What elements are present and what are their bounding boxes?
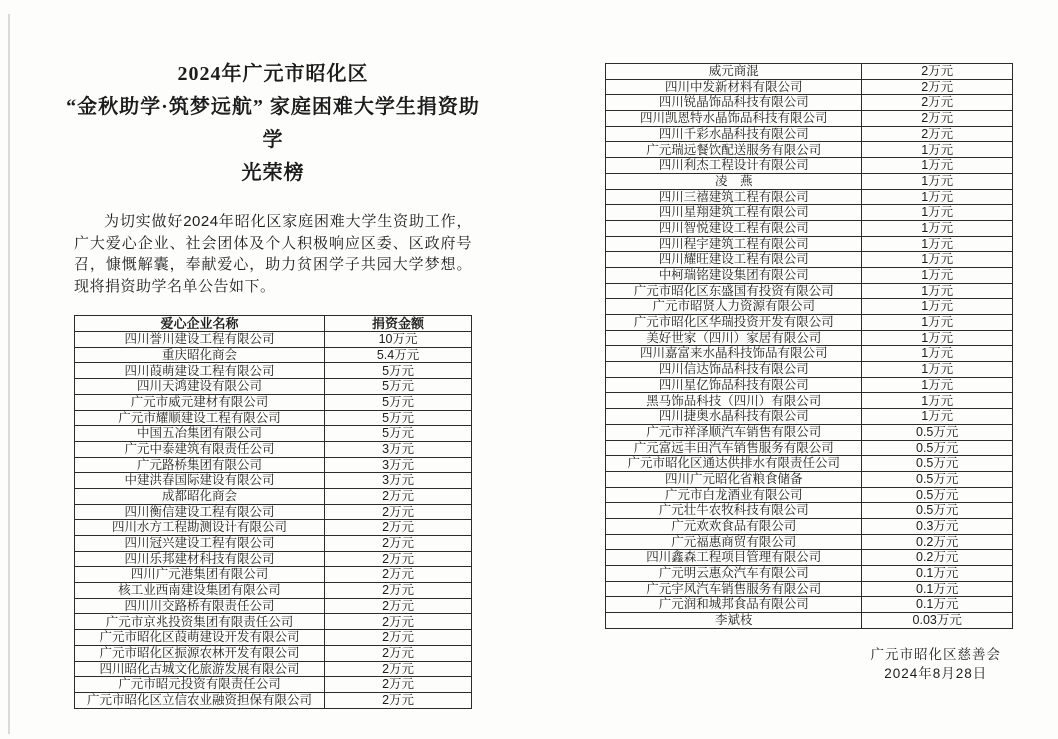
company-name-cell: 广元市白龙酒业有限公司 (606, 487, 862, 503)
amount-cell: 0.03万元 (862, 613, 1013, 629)
company-name-cell: 广元市昭化区葭萌建设开发有限公司 (75, 630, 325, 646)
company-name-cell: 广元润和城邦食品有限公司 (606, 597, 862, 613)
company-name-cell: 广元富远丰田汽车销售服务有限公司 (606, 440, 862, 456)
company-name-cell: 广元宇风汽车销售服务有限公司 (606, 581, 862, 597)
scan-edge-artifact (8, 14, 10, 734)
table-header-row (75, 316, 472, 332)
amount-cell: 1万元 (862, 377, 1013, 393)
table-row (606, 189, 1013, 205)
table-row (75, 441, 472, 457)
table-row (606, 252, 1013, 268)
company-name-cell: 四川鑫森工程项目管理有限公司 (606, 550, 862, 566)
table-row (606, 267, 1013, 283)
donation-table-left (74, 315, 472, 708)
table-row (75, 410, 472, 426)
amount-cell: 0.5万元 (862, 503, 1013, 519)
signature-date: 2024年8月28日 (884, 665, 988, 681)
company-name-cell: 四川星翔建筑工程有限公司 (606, 205, 862, 221)
company-name-cell: 中国五冶集团有限公司 (75, 426, 325, 442)
amount-cell: 2万元 (325, 661, 472, 677)
table-row (75, 394, 472, 410)
table-row (606, 283, 1013, 299)
table-row (75, 645, 472, 661)
table-row (75, 488, 472, 504)
intro-paragraph: 为切实做好2024年昭化区家庭困难大学生资助工作，广大爱心企业、社会团体及个人积极响应区委、区政府号召，慷慨解囊，奉献爱心，助力贫困学子共园大学梦想。现将捐资助学名单公告如下。 (74, 213, 472, 295)
amount-cell: 2万元 (325, 488, 472, 504)
company-name-cell: 四川利杰工程设计有限公司 (606, 158, 862, 174)
table-row (606, 299, 1013, 315)
company-name-cell: 广元中泰建筑有限责任公司 (75, 441, 325, 457)
company-name-cell: 四川广元港集团有限公司 (75, 567, 325, 583)
amount-cell: 2万元 (325, 504, 472, 520)
amount-cell: 1万元 (862, 346, 1013, 362)
amount-cell: 0.2万元 (862, 534, 1013, 550)
table-row (606, 173, 1013, 189)
table-row (606, 518, 1013, 534)
company-name-cell: 四川誉川建设工程有限公司 (75, 332, 325, 348)
company-name-cell: 四川天鸿建设有限公司 (75, 379, 325, 395)
company-name-cell: 四川水方工程勘测设计有限公司 (75, 520, 325, 536)
company-name-cell: 四川捷奥水晶科技有限公司 (606, 409, 862, 425)
company-name-cell: 四川智悦建设工程有限公司 (606, 220, 862, 236)
company-name-cell: 四川衡信建设工程有限公司 (75, 504, 325, 520)
amount-cell: 2万元 (325, 536, 472, 552)
table-row (75, 692, 472, 708)
amount-cell: 2万元 (862, 79, 1013, 95)
company-name-cell: 广元市京兆投资集团有限责任公司 (75, 614, 325, 630)
table-row (606, 503, 1013, 519)
table-row (75, 426, 472, 442)
table-row (75, 630, 472, 646)
company-name-cell: 四川葭萌建设工程有限公司 (75, 363, 325, 379)
company-name-cell: 四川星亿饰品科技有限公司 (606, 377, 862, 393)
table-row (606, 95, 1013, 111)
table-row (606, 440, 1013, 456)
company-name-cell: 广元路桥集团有限公司 (75, 457, 325, 473)
company-name-cell: 四川三禧建筑工程有限公司 (606, 189, 862, 205)
amount-cell: 1万元 (862, 158, 1013, 174)
company-name-cell: 四川信达饰品科技有限公司 (606, 362, 862, 378)
table-row (606, 362, 1013, 378)
company-name-cell: 广元市昭元投资有限责任公司 (75, 677, 325, 693)
title-line-3: 光荣榜 (241, 162, 305, 184)
table-row (606, 64, 1013, 80)
company-name-cell: 四川锐晶饰品科技有限公司 (606, 95, 862, 111)
amount-cell: 0.5万元 (862, 424, 1013, 440)
amount-cell: 3万元 (325, 473, 472, 489)
company-name-cell: 核工业西南建设集团有限公司 (75, 583, 325, 599)
table-row (75, 332, 472, 348)
table-row (606, 142, 1013, 158)
company-name-cell: 广元福惠商贸有限公司 (606, 534, 862, 550)
table-row (75, 661, 472, 677)
amount-cell: 2万元 (862, 64, 1013, 80)
table-row (75, 614, 472, 630)
amount-cell: 2万元 (325, 598, 472, 614)
amount-cell: 2万元 (325, 645, 472, 661)
company-name-cell: 李斌枝 (606, 613, 862, 629)
company-name-cell: 广元市昭化区通达供排水有限责任公司 (606, 456, 862, 472)
table-row (75, 536, 472, 552)
company-name-cell: 广元市祥泽顺汽车销售有限公司 (606, 424, 862, 440)
table-row (606, 581, 1013, 597)
amount-cell: 1万元 (862, 189, 1013, 205)
amount-cell: 1万元 (862, 173, 1013, 189)
amount-cell: 2万元 (325, 583, 472, 599)
amount-cell: 1万元 (862, 142, 1013, 158)
amount-cell: 2万元 (325, 614, 472, 630)
company-name-cell: 四川川交路桥有限责任公司 (75, 598, 325, 614)
company-name-cell: 广元壮牛农牧科技有限公司 (606, 503, 862, 519)
company-name-cell: 广元市昭化区振源农林开发有限公司 (75, 645, 325, 661)
amount-cell: 2万元 (325, 692, 472, 708)
left-column (66, 58, 480, 709)
company-name-cell: 四川嘉富来水晶科技饰品有限公司 (606, 346, 862, 362)
amount-cell: 5万元 (325, 426, 472, 442)
company-name-cell: 四川程宇建筑工程有限公司 (606, 236, 862, 252)
table-row (606, 487, 1013, 503)
donation-table-right (605, 63, 1013, 629)
amount-cell: 2万元 (325, 677, 472, 693)
company-name-cell: 广元瑞远餐饮配送服务有限公司 (606, 142, 862, 158)
amount-cell: 0.1万元 (862, 597, 1013, 613)
table-row (606, 424, 1013, 440)
amount-cell: 0.5万元 (862, 487, 1013, 503)
company-name-cell: 四川广元昭化省粮食储备 (606, 471, 862, 487)
table-row (606, 566, 1013, 582)
table-row (75, 457, 472, 473)
table-row (606, 393, 1013, 409)
table-row (606, 205, 1013, 221)
amount-cell: 1万元 (862, 299, 1013, 315)
table-row (75, 598, 472, 614)
company-name-cell: 美好世家（四川）家居有限公司 (606, 330, 862, 346)
amount-cell: 5.4万元 (325, 347, 472, 363)
company-name-cell: 广元市昭贤人力资源有限公司 (606, 299, 862, 315)
table-row (75, 583, 472, 599)
table-row (75, 567, 472, 583)
amount-cell: 1万元 (862, 315, 1013, 331)
table-row (606, 550, 1013, 566)
company-name-cell: 四川昭化古城文化旅游发展有限公司 (75, 661, 325, 677)
company-name-cell: 四川耀旺建设工程有限公司 (606, 252, 862, 268)
table-row (606, 330, 1013, 346)
amount-cell: 2万元 (325, 520, 472, 536)
amount-cell: 0.5万元 (862, 471, 1013, 487)
amount-cell: 0.1万元 (862, 581, 1013, 597)
amount-cell: 0.5万元 (862, 440, 1013, 456)
table-row (606, 471, 1013, 487)
amount-cell: 2万元 (862, 111, 1013, 127)
amount-cell: 1万元 (862, 252, 1013, 268)
amount-cell: 2万元 (325, 630, 472, 646)
amount-cell: 1万元 (862, 409, 1013, 425)
company-name-cell: 中柯瑞铭建设集团有限公司 (606, 267, 862, 283)
amount-cell: 1万元 (862, 220, 1013, 236)
company-name-cell: 广元市昭化区华瑞投资开发有限公司 (606, 315, 862, 331)
amount-cell: 10万元 (325, 332, 472, 348)
company-name-cell: 四川乐邦建材科技有限公司 (75, 551, 325, 567)
table-row (75, 677, 472, 693)
amount-cell: 1万元 (862, 283, 1013, 299)
company-name-cell: 四川中发新材料有限公司 (606, 79, 862, 95)
company-name-cell: 黑马饰品科技（四川）有限公司 (606, 393, 862, 409)
company-name-cell: 广元市昭化区立信农业融资担保有限公司 (75, 692, 325, 708)
amount-cell: 3万元 (325, 441, 472, 457)
table-row (606, 534, 1013, 550)
amount-cell: 5万元 (325, 379, 472, 395)
amount-cell: 1万元 (862, 330, 1013, 346)
amount-cell: 5万元 (325, 363, 472, 379)
amount-cell: 1万元 (862, 362, 1013, 378)
table-row (75, 473, 472, 489)
table-row (75, 551, 472, 567)
table-row (75, 504, 472, 520)
amount-cell: 1万元 (862, 205, 1013, 221)
signature-block (605, 645, 1013, 683)
table-row (606, 111, 1013, 127)
table-row (606, 315, 1013, 331)
amount-cell: 0.3万元 (862, 518, 1013, 534)
amount-cell: 2万元 (325, 567, 472, 583)
amount-cell: 0.2万元 (862, 550, 1013, 566)
amount-header: 捐资金额 (325, 316, 472, 332)
company-name-cell: 四川千彩水晶科技有限公司 (606, 126, 862, 142)
table-row (606, 613, 1013, 629)
table-row (606, 409, 1013, 425)
amount-cell: 1万元 (862, 393, 1013, 409)
table-row (606, 456, 1013, 472)
amount-cell: 1万元 (862, 236, 1013, 252)
right-column (605, 63, 1013, 683)
company-name-cell: 广元市耀顺建设工程有限公司 (75, 410, 325, 426)
company-name-header: 爱心企业名称 (75, 316, 325, 332)
amount-cell: 0.1万元 (862, 566, 1013, 582)
company-name-cell: 四川冠兴建设工程有限公司 (75, 536, 325, 552)
title-line-1: 2024年广元市昭化区 (177, 63, 369, 85)
amount-cell: 0.5万元 (862, 456, 1013, 472)
signature-org: 广元市昭化区慈善会 (870, 646, 1001, 662)
company-name-cell: 重庆昭化商会 (75, 347, 325, 363)
company-name-cell: 凌 燕 (606, 173, 862, 189)
table-row (606, 597, 1013, 613)
company-name-cell: 广元市威元建材有限公司 (75, 394, 325, 410)
document-title (60, 58, 486, 190)
company-name-cell: 成都昭化商会 (75, 488, 325, 504)
table-row (75, 520, 472, 536)
table-row (75, 363, 472, 379)
company-name-cell: 广元市昭化区东盛国有投资有限公司 (606, 283, 862, 299)
amount-cell: 3万元 (325, 457, 472, 473)
company-name-cell: 广元欢欢食品有限公司 (606, 518, 862, 534)
table-row (75, 379, 472, 395)
table-row (606, 79, 1013, 95)
amount-cell: 2万元 (325, 551, 472, 567)
title-line-2: “金秋助学·筑梦远航” 家庭困难大学生捐资助学 (66, 96, 480, 151)
company-name-cell: 四川凯恩特水晶饰品科技有限公司 (606, 111, 862, 127)
amount-cell: 5万元 (325, 410, 472, 426)
amount-cell: 2万元 (862, 95, 1013, 111)
table-row (606, 346, 1013, 362)
amount-cell: 2万元 (862, 126, 1013, 142)
table-row (606, 158, 1013, 174)
company-name-cell: 中建洪春国际建设有限公司 (75, 473, 325, 489)
amount-cell: 1万元 (862, 267, 1013, 283)
table-row (606, 236, 1013, 252)
company-name-cell: 威元商混 (606, 64, 862, 80)
table-row (75, 347, 472, 363)
table-row (606, 220, 1013, 236)
amount-cell: 5万元 (325, 394, 472, 410)
table-row (606, 126, 1013, 142)
table-row (606, 377, 1013, 393)
company-name-cell: 广元明云惠众汽车有限公司 (606, 566, 862, 582)
